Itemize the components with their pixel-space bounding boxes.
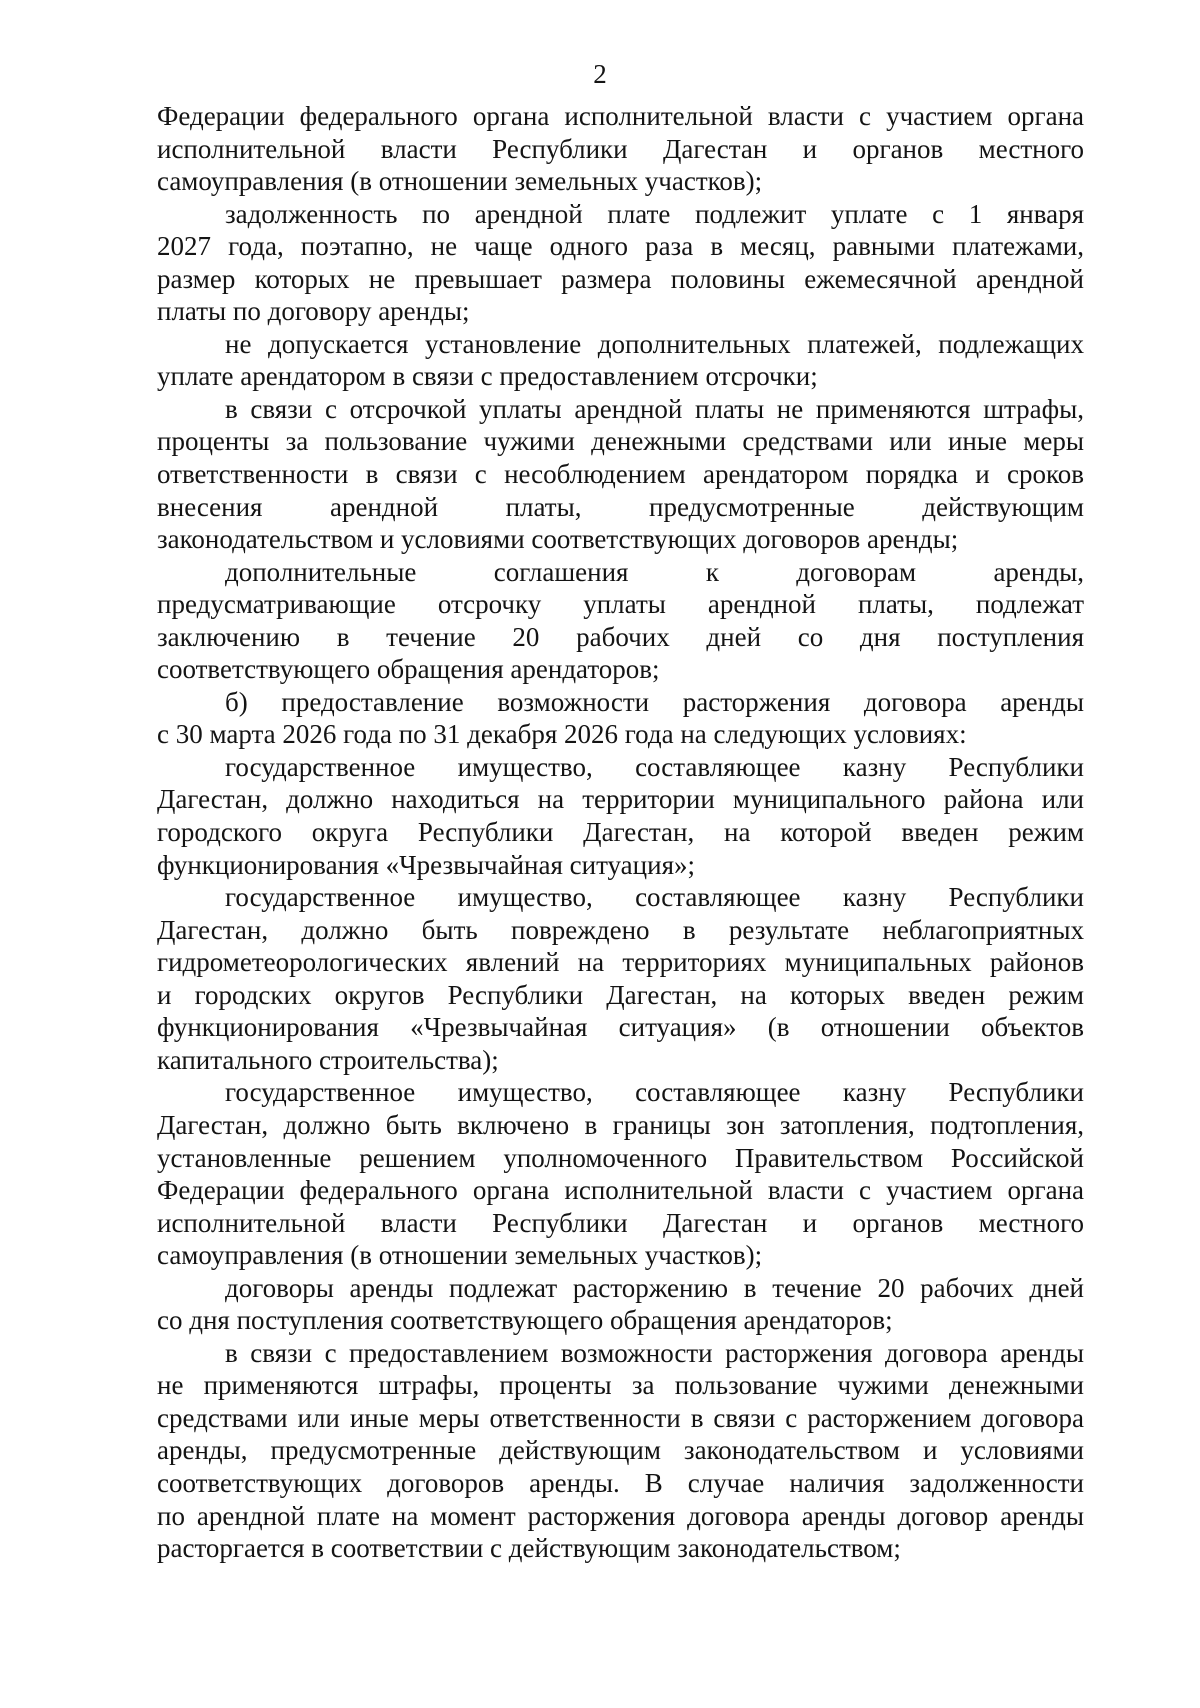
- text-line: заключению в течение 20 рабочих дней со дня поступления: [157, 621, 1084, 652]
- text-line: установленные решением уполномоченного Правительством Российской: [157, 1142, 1084, 1173]
- text-line: б) предоставление возможности расторжения договора аренды: [225, 686, 1084, 717]
- text-line: договоры аренды подлежат расторжению в течение 20 рабочих дней: [225, 1272, 1084, 1303]
- text-line: гидрометеорологических явлений на территориях муниципальных районов: [157, 947, 1084, 978]
- text-line: Дагестан, должно находиться на территории муниципального района или: [157, 784, 1084, 815]
- text-line: исполнительной власти Республики Дагестан и органов местного: [157, 133, 1084, 164]
- page-number: 2: [593, 59, 607, 89]
- text-line: аренды, предусмотренные действующим законодательством и условиями: [157, 1435, 1084, 1466]
- text-line: Федерации федерального органа исполнительной власти с участием органа: [157, 1175, 1084, 1206]
- text-line: внесения арендной платы, предусмотренные действующим: [157, 491, 1084, 522]
- text-line: предусматривающие отсрочку уплаты арендной платы, подлежат: [157, 589, 1084, 620]
- text-line: уплате арендатором в связи с предоставлением отсрочки;: [157, 361, 818, 392]
- text-line: государственное имущество, составляющее казну Республики: [225, 1077, 1084, 1108]
- text-line: расторгается в соответствии с действующим законодательством;: [157, 1533, 901, 1564]
- text-line: размер которых не превышает размера половины ежемесячной арендной: [157, 263, 1084, 294]
- text-line: функционирования «Чрезвычайная ситуация»;: [157, 849, 695, 880]
- text-line: капитального строительства);: [157, 1044, 499, 1075]
- document-body: [157, 100, 1084, 1565]
- text-line: городского округа Республики Дагестан, на которой введен режим: [157, 817, 1084, 848]
- text-line: средствами или иные меры ответственности в связи с расторжением договора: [157, 1402, 1084, 1433]
- text-line: функционирования «Чрезвычайная ситуация» (в отношении объектов: [157, 1012, 1084, 1043]
- text-line: исполнительной власти Республики Дагестан и органов местного: [157, 1207, 1084, 1238]
- text-line: Дагестан, должно быть включено в границы зон затопления, подтопления,: [157, 1109, 1084, 1140]
- text-line: в связи с предоставлением возможности расторжения договора аренды: [225, 1337, 1084, 1368]
- text-line: законодательством и условиями соответствующих договоров аренды;: [157, 524, 959, 555]
- text-line: со дня поступления соответствующего обращения арендаторов;: [157, 1305, 893, 1336]
- text-line: 2027 года, поэтапно, не чаще одного раза в месяц, равными платежами,: [157, 231, 1084, 262]
- text-line: Дагестан, должно быть повреждено в результате неблагоприятных: [157, 914, 1084, 945]
- text-line: не допускается установление дополнительных платежей, подлежащих: [225, 328, 1084, 359]
- text-line: в связи с отсрочкой уплаты арендной платы не применяются штрафы,: [225, 393, 1084, 424]
- text-line: самоуправления (в отношении земельных участков);: [157, 166, 763, 197]
- text-line: платы по договору аренды;: [157, 296, 470, 327]
- text-line: ответственности в связи с несоблюдением арендатором порядка и сроков: [157, 459, 1084, 490]
- text-line: с 30 марта 2026 года по 31 декабря 2026 года на следующих условиях:: [157, 719, 967, 750]
- text-line: по арендной плате на момент расторжения договора аренды договор аренды: [157, 1500, 1084, 1531]
- text-line: не применяются штрафы, проценты за пользование чужими денежными: [157, 1370, 1084, 1401]
- text-line: и городских округов Республики Дагестан, на которых введен режим: [157, 979, 1084, 1010]
- text-line: задолженность по арендной плате подлежит уплате с 1 января: [225, 198, 1084, 229]
- text-line: проценты за пользование чужими денежными средствами или иные меры: [157, 426, 1084, 457]
- text-line: государственное имущество, составляющее казну Республики: [225, 882, 1084, 913]
- text-line: дополнительные соглашения к договорам аренды,: [225, 556, 1084, 587]
- text-line: соответствующих договоров аренды. В случае наличия задолженности: [157, 1467, 1084, 1498]
- text-line: государственное имущество, составляющее казну Республики: [225, 751, 1084, 782]
- text-line: Федерации федерального органа исполнительной власти с участием органа: [157, 101, 1084, 131]
- text-line: соответствующего обращения арендаторов;: [157, 654, 660, 685]
- text-line: самоуправления (в отношении земельных участков);: [157, 1240, 763, 1271]
